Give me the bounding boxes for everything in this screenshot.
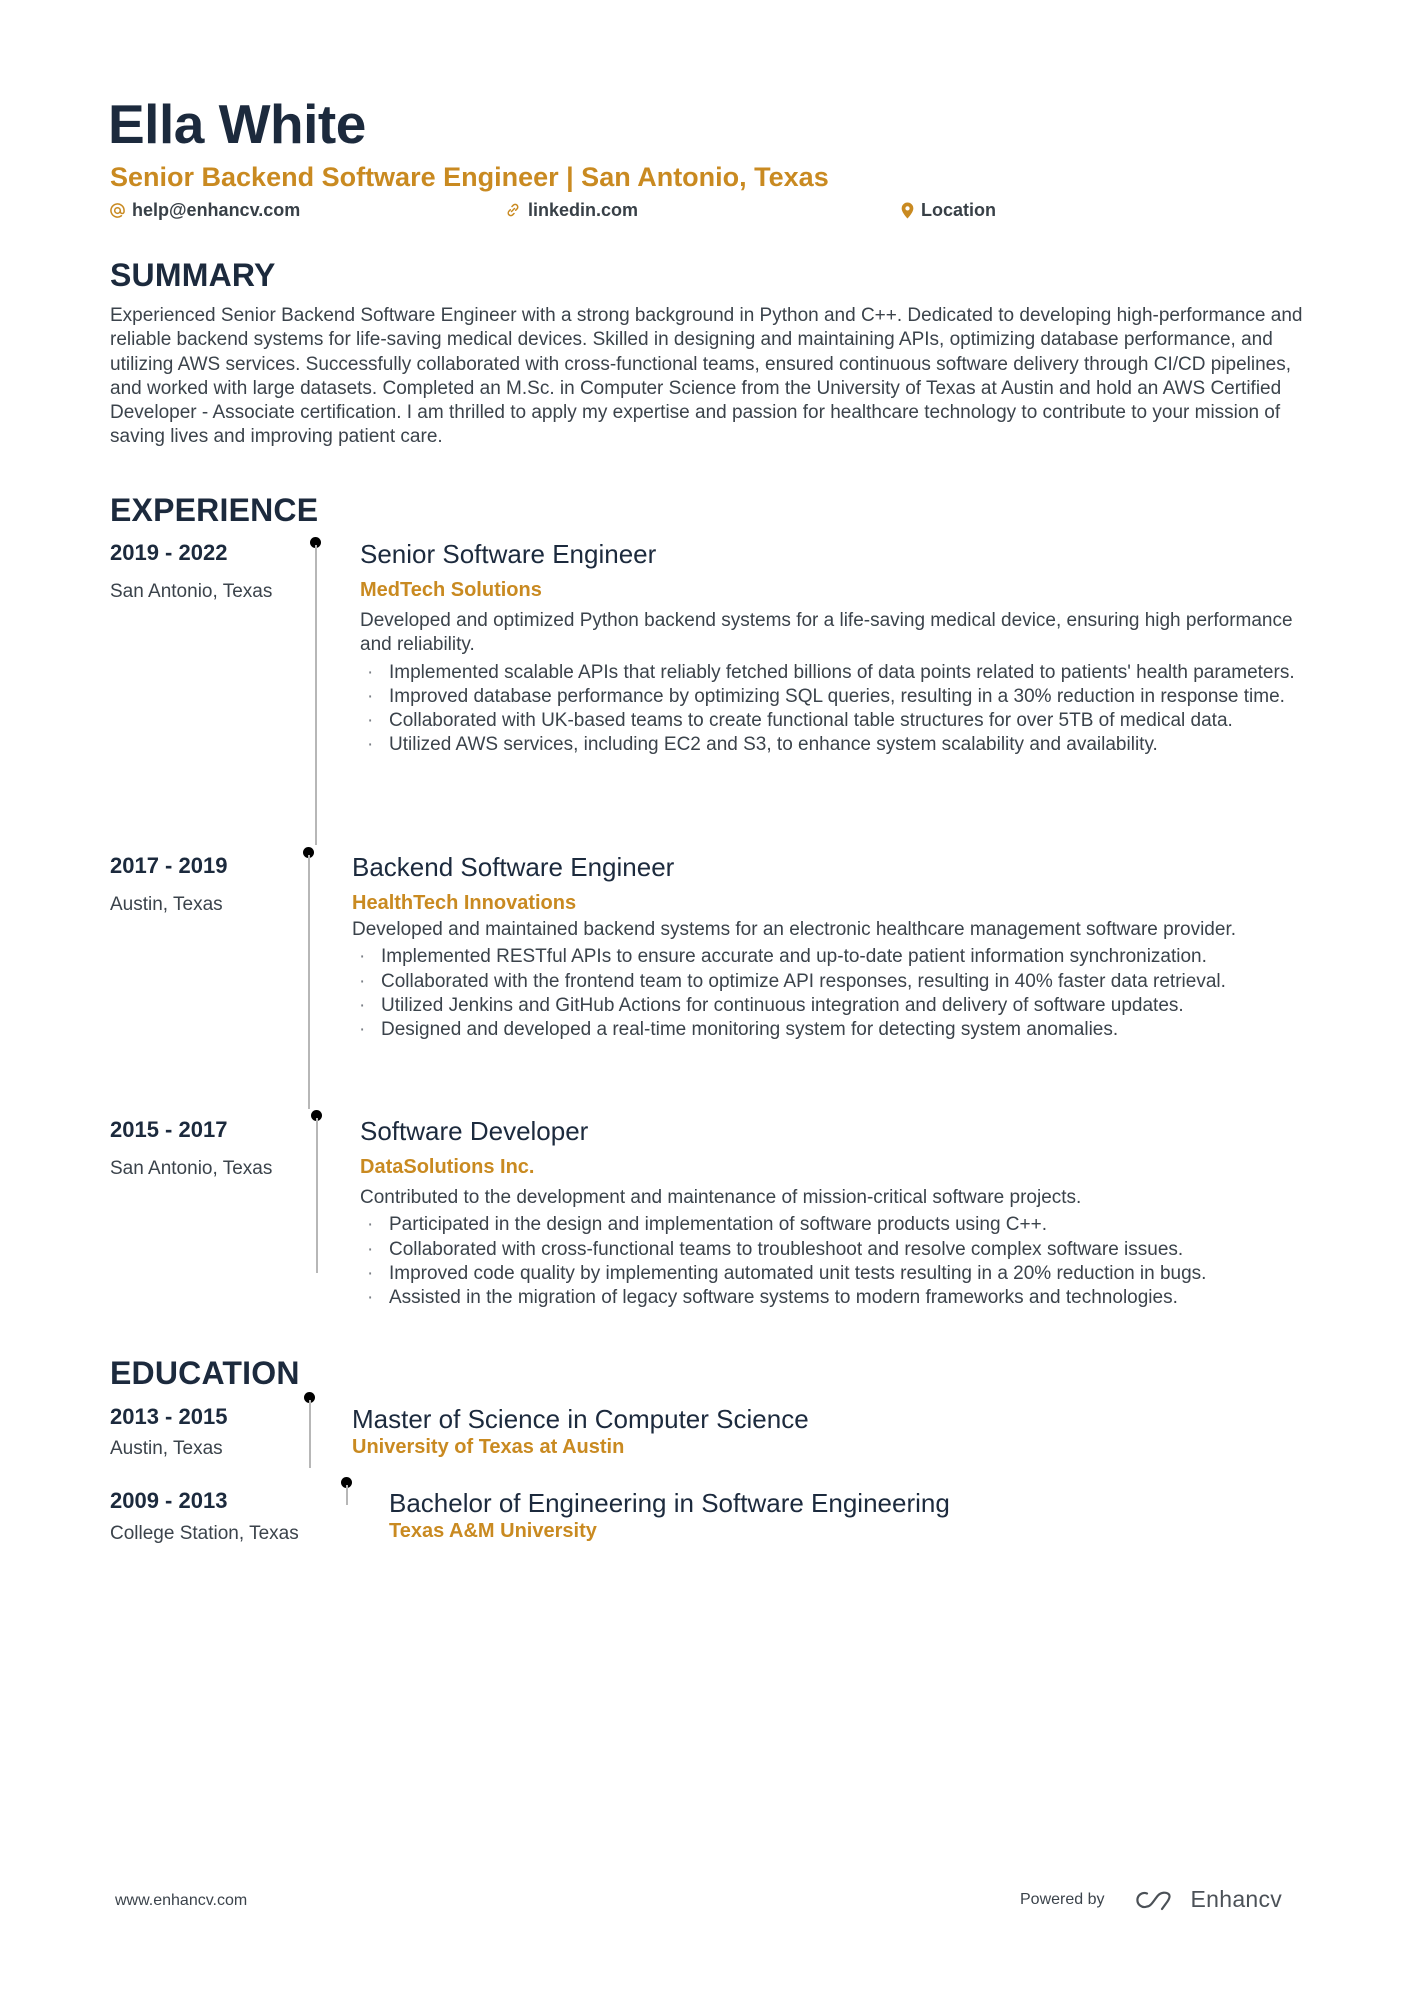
bullet-dot-icon: · [367,1287,374,1309]
job-entry [360,1115,1320,1310]
bullet-dot-icon: · [367,710,374,732]
job-description: Developed and optimized Python backend systems for a life-saving medical device, ensuring high performance and reliability. [360,610,1293,656]
enhancv-brand: Enhancv [1190,1886,1283,1912]
edu-degree: Master of Science in Computer Science [352,1404,809,1434]
job-location: San Antonio, Texas [110,1158,273,1179]
job-bullets [360,1213,1320,1310]
contact-email[interactable] [110,198,300,222]
powered-by-label: Powered by [1020,1890,1105,1908]
bullet-item: · Collaborated with cross-functional teams to troubleshoot and resolve complex software issues. [360,1238,1320,1262]
bullet-item: · Implemented RESTful APIs to ensure accurate and up-to-date patient information synchronization. [352,945,1322,969]
bullet-dot-icon: · [359,970,366,992]
edu-location: Austin, Texas [110,1438,223,1459]
contact-location [901,198,996,222]
timeline-line [346,1485,348,1505]
education-heading: EDUCATION [110,1355,300,1391]
bullet-item: · Collaborated with the frontend team to optimize API responses, resulting in 40% faster data retrieval. [352,970,1322,994]
job-company: MedTech Solutions [360,579,542,601]
bullet-dot-icon: · [367,1262,374,1284]
bullet-item: · Assisted in the migration of legacy software systems to modern frameworks and technologies. [360,1286,1320,1310]
footer-website-link[interactable]: www.enhancv.com [115,1892,248,1909]
job-role: Backend Software Engineer [352,852,675,882]
job-dates: 2019 - 2022 [110,540,228,565]
timeline-line [308,855,310,1109]
bullet-dot-icon: · [367,734,374,756]
edu-entry [352,1403,809,1460]
timeline-line [316,1118,318,1273]
edu-school: University of Texas at Austin [352,1436,625,1458]
timeline-line [309,1400,311,1468]
job-description: Contributed to the development and maintenance of mission-critical software projects. [360,1187,1082,1208]
edu-entry [389,1487,950,1544]
summary-heading: SUMMARY [110,257,276,293]
link-icon [505,202,521,218]
enhancv-logo-icon [1133,1888,1179,1912]
edu-dates: 2009 - 2013 [110,1488,228,1513]
edu-degree: Bachelor of Engineering in Software Engineering [389,1488,950,1518]
job-entry [352,851,1322,1042]
bullet-dot-icon: · [367,661,374,683]
job-description: Developed and maintained backend systems for an electronic healthcare management software provider. [352,919,1237,940]
job-role: Senior Software Engineer [360,539,657,569]
bullet-dot-icon: · [359,1019,366,1041]
job-company: HealthTech Innovations [352,892,577,914]
contact-linkedin[interactable] [505,198,638,222]
job-location: Austin, Texas [110,894,223,915]
bullet-dot-icon: · [367,1214,374,1236]
job-entry [360,538,1320,758]
bullet-item: · Improved database performance by optimizing SQL queries, resulting in a 30% reduction in response time. [360,685,1320,709]
bullet-dot-icon: · [367,1238,374,1260]
bullet-item: · Participated in the design and implementation of software products using C++. [360,1213,1320,1237]
job-bullets [352,945,1322,1042]
edu-school: Texas A&M University [389,1520,597,1542]
bullet-item: · Collaborated with UK-based teams to create functional table structures for over 5TB of medical data. [360,709,1320,733]
job-location: San Antonio, Texas [110,581,273,602]
bullet-item: · Implemented scalable APIs that reliably fetched billions of data points related to patients' health parameters. [360,661,1320,685]
job-role: Software Developer [360,1116,589,1146]
job-dates: 2017 - 2019 [110,853,228,878]
timeline-line [315,545,317,845]
location-text: Location [921,200,996,220]
bullet-item: · Improved code quality by implementing automated unit tests resulting in a 20% reduction in bugs. [360,1262,1320,1286]
job-dates: 2015 - 2017 [110,1117,228,1142]
bullet-item: · Utilized Jenkins and GitHub Actions for continuous integration and delivery of software updates. [352,994,1322,1018]
job-company: DataSolutions Inc. [360,1156,535,1178]
experience-heading: EXPERIENCE [110,492,319,528]
powered-by[interactable] [1020,1886,1282,1913]
email-text: help@enhancv.com [132,200,301,220]
bullet-dot-icon: · [359,946,366,968]
edu-location: College Station, Texas [110,1523,299,1544]
headline: Senior Backend Software Engineer | San Antonio, Texas [110,162,829,192]
edu-dates: 2013 - 2015 [110,1404,228,1429]
location-pin-icon [901,202,914,219]
at-icon [110,203,125,218]
linkedin-text: linkedin.com [528,200,639,220]
job-bullets [360,661,1320,758]
summary-text: Experienced Senior Backend Software Engineer with a strong background in Python and C++. Dedicated to developing high-performance and reliable backend systems for life-saving medical devices. Skilled in designing and maintaining APIs, optimizing database performance, and utilizing AWS services. Successfully collaborated with cross-functional teams, ensured continuous software delivery through CI/CD pipelines, and worked with large datasets. Completed an M.Sc. in Computer Science from the University of Texas at Austin and hold an AWS Certified Developer - Associate certification. I am thrilled to apply my expertise and passion for healthcare technology to contribute to your mission of saving lives and improving patient care. [110,305,1303,448]
bullet-item: · Designed and developed a real-time monitoring system for detecting system anomalies. [352,1018,1322,1042]
bullet-dot-icon: · [367,685,374,707]
candidate-name: Ella White [108,93,366,155]
bullet-dot-icon: · [359,994,366,1016]
bullet-item: · Utilized AWS services, including EC2 and S3, to enhance system scalability and availability. [360,733,1320,757]
